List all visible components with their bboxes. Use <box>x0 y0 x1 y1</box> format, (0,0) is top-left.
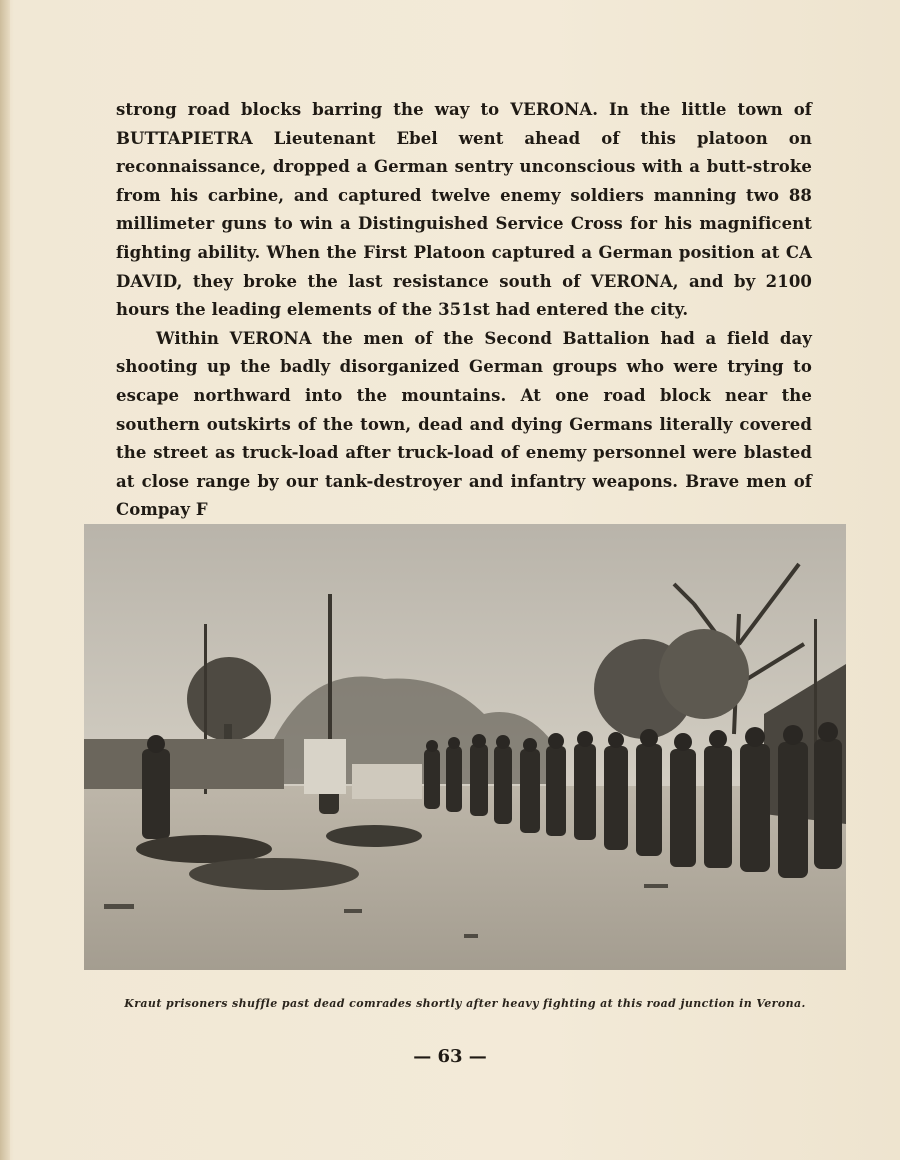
war-photograph <box>84 524 846 970</box>
body-text <box>116 96 812 525</box>
paragraph-2: Within VERONA the men of the Second Battalion had a field day shooting up the badly disorganized German groups who were trying to escape northward into the mountains. At one road block near the southern outskirts of the town, dead and dying Germans literally covered the street as truck-load after truck-load of enemy personnel were blasted at close range by our tank-destroyer and infantry weapons. Brave men of Compay F <box>116 328 812 520</box>
page-binding-edge <box>0 0 10 1160</box>
paragraph-1: strong road blocks barring the way to VERONA. In the little town of BUTTAPIETRA Lieutenant Ebel went ahead of this platoon on reconnaissance, dropped a German sentry unconscious with a butt-stroke from his carbine, and captured twelve enemy soldiers manning two 88 millimeter guns to win a Distinguished Service Cross for his magnificent fighting ability. When the First Platoon captured a German position at CA DAVID, they broke the last resistance south of VERONA, and by 2100 hours the leading elements of the 351st had entered the city. <box>116 100 812 320</box>
photo-caption: Kraut prisoners shuffle past dead comrades shortly after heavy fighting at this road junction in Verona. <box>124 997 806 1010</box>
page-number: — 63 — <box>413 1046 487 1067</box>
